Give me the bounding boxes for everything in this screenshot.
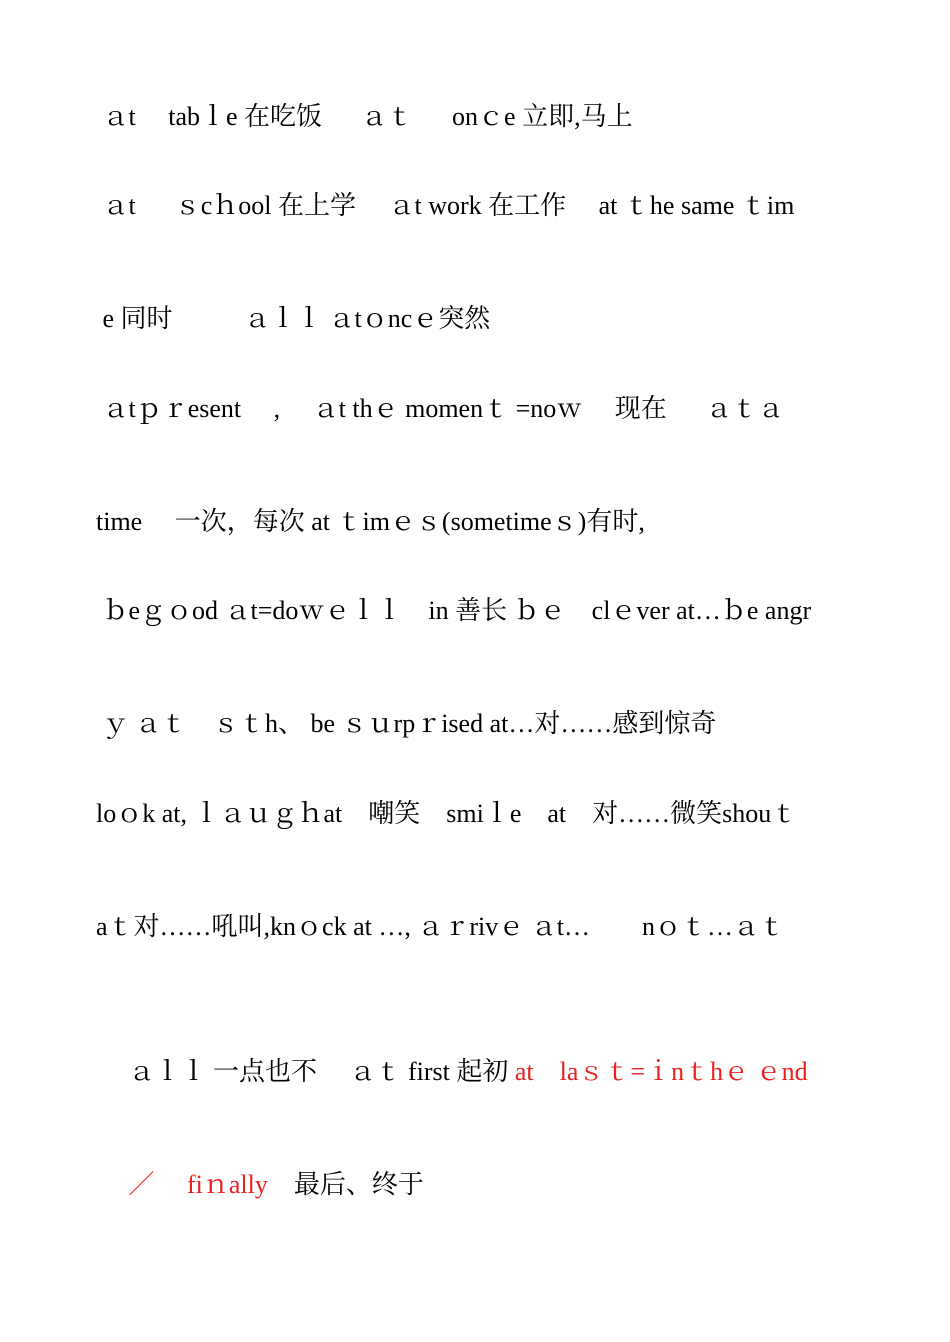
text-line-11 — [96, 1137, 856, 1233]
text-line-1: ａt tabｌe 在吃饭 ａｔ onｃe 立即,马上 — [96, 102, 633, 131]
text-segment: ａｌｌ 一点也不 ａｔ first 起初 — [122, 1057, 515, 1086]
text-line-2: ａt ｓcｈool 在上学 ａt work 在工作 at ｔhe same ｔim — [96, 191, 795, 220]
text-line-9: aｔ对……吼叫,knｏck at …, ａｒrivｅ ａt… nｏｔ…ａｔ — [96, 912, 785, 941]
text-line-10 — [96, 1024, 856, 1120]
text-line-8: loｏk at, ｌａｕｇｈat 嘲笑 smiｌe at 对……微笑shouｔ — [96, 799, 798, 828]
text-line-6: ｂeｇｏod ａt=doｗｅｌｌ in 善长 ｂｅ clｅver at…ｂe angr — [96, 596, 812, 625]
highlighted-text-segment: at laｓｔ=ｉnｔhｅ ｅnd — [514, 1057, 808, 1086]
highlighted-text-segment: ／ fiｎally — [122, 1170, 268, 1199]
text-line-3: e 同时 ａｌｌ ａtｏncｅ突然 — [96, 304, 491, 333]
text-segment: 最后、终于 — [267, 1170, 424, 1199]
text-line-7: ｙ ａｔ ｓｔh、 be ｓｕrpｒised at…对……感到惊奇 — [96, 709, 717, 738]
text-line-4: ａtｐｒesent , ａt thｅ momenｔ =noｗ 现在 ａｔａ — [96, 394, 784, 423]
text-line-5: time 一次，每次 at ｔimｅｓ(sometimeｓ)有时, — [96, 507, 645, 536]
